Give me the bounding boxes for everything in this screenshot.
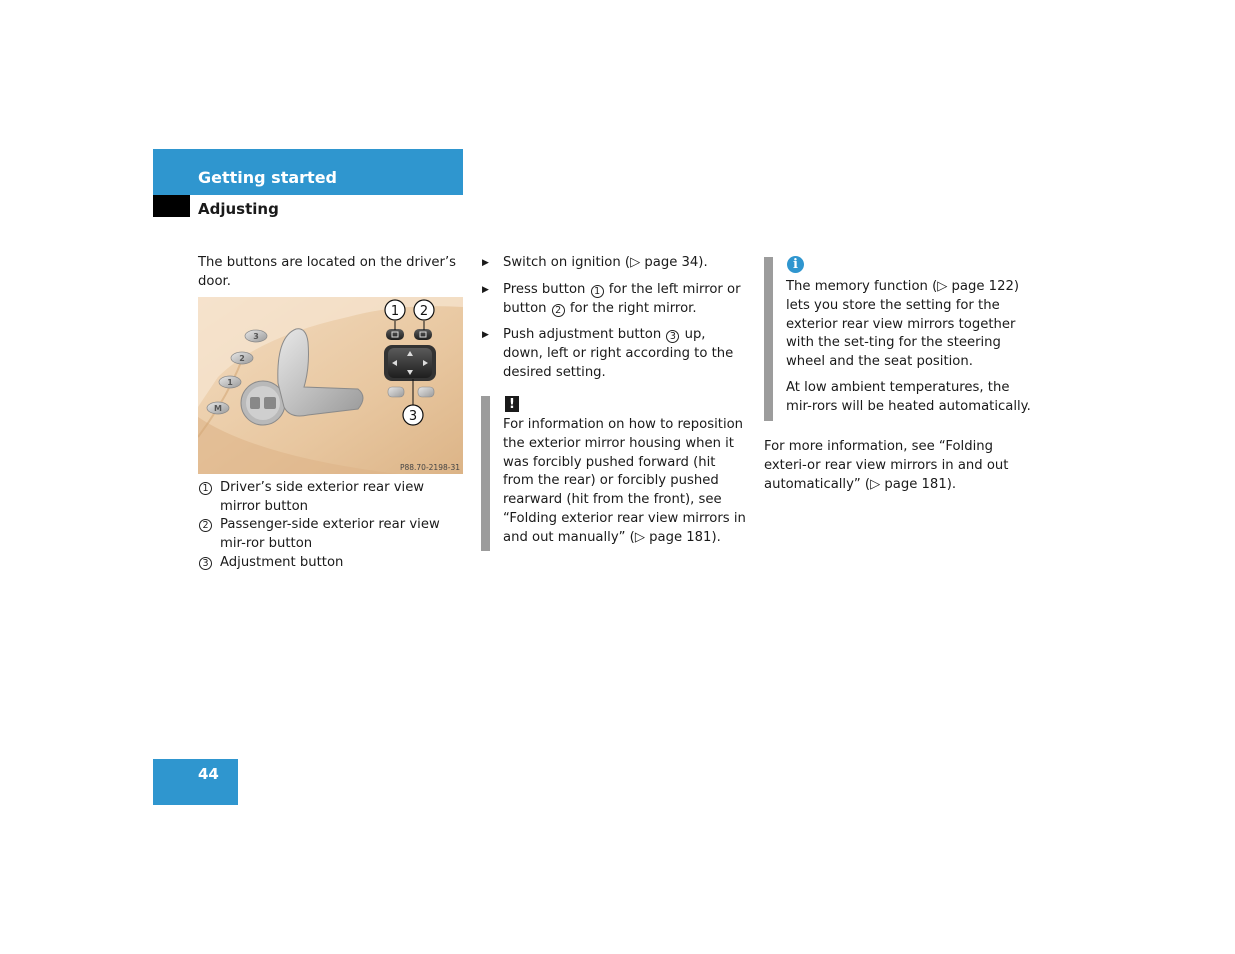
door-panel-figure [198, 297, 463, 474]
step-text: Switch on ignition (▷ page 34). [503, 255, 708, 270]
callout-number: 3 [199, 557, 212, 570]
bullet-arrow-icon: ▶ [482, 285, 489, 295]
svg-text:M: M [214, 404, 222, 413]
figure-legend [198, 479, 466, 573]
legend-text: Adjustment button [220, 554, 344, 570]
svg-text:1: 1 [390, 304, 400, 319]
subsection-title: Adjusting [198, 200, 279, 218]
warning-note-bar [481, 396, 490, 551]
warning-icon: ! [505, 396, 519, 412]
page-number: 44 [198, 765, 219, 783]
instruction-steps [482, 253, 747, 389]
intro-text: The buttons are located on the driver’s door. [198, 255, 457, 289]
more-info-text: For more information, see “Folding exteri-or rear view mirrors in and out automatically” (▷ page 181). [764, 439, 1009, 492]
callout-number: 2 [199, 519, 212, 532]
step-text: Push adjustment button 3 up, down, left or right according to the desired setting. [503, 327, 734, 380]
step-text: Press button 1 for the left mirror or button 2 for the right mirror. [503, 282, 741, 316]
info-text-1: The memory function (▷ page 122) lets you store the setting for the exterior rear view mirrors together with the set-ting for the steering wheel and the seat position. [786, 279, 1019, 370]
section-title: Getting started [198, 168, 337, 187]
legend-item [198, 479, 466, 516]
svg-text:1: 1 [227, 378, 233, 387]
page-number-box [153, 759, 238, 805]
legend-item [198, 516, 466, 553]
bullet-arrow-icon: ▶ [482, 330, 489, 340]
info-text-2: At low ambient temperatures, the mir-rors will be heated automatically. [786, 380, 1031, 414]
warning-text: For information on how to reposition the exterior mirror housing when it was forcibly pushed forward (hit from the rear) or forcibly pushed rearward (hit from the front), see “Folding exterior rear view mirrors in and out manually” (▷ page 181). [503, 417, 746, 545]
info-note-bar [764, 257, 773, 421]
legend-text: Driver’s side exterior rear view mirror button [220, 480, 425, 514]
svg-text:2: 2 [419, 304, 429, 319]
legend-item [198, 554, 466, 573]
subsection-marker [153, 195, 190, 217]
svg-text:2: 2 [239, 354, 245, 363]
bullet-arrow-icon: ▶ [482, 258, 489, 268]
callout-number: 1 [199, 482, 212, 495]
legend-text: Passenger-side exterior rear view mir-ror button [220, 517, 440, 552]
step-item [482, 253, 747, 273]
step-item [482, 325, 747, 382]
svg-text:3: 3 [408, 409, 418, 424]
info-icon: i [787, 256, 804, 273]
svg-text:3: 3 [253, 332, 259, 341]
step-item [482, 280, 747, 318]
figure-code: P88.70-2198-31 [399, 463, 460, 472]
